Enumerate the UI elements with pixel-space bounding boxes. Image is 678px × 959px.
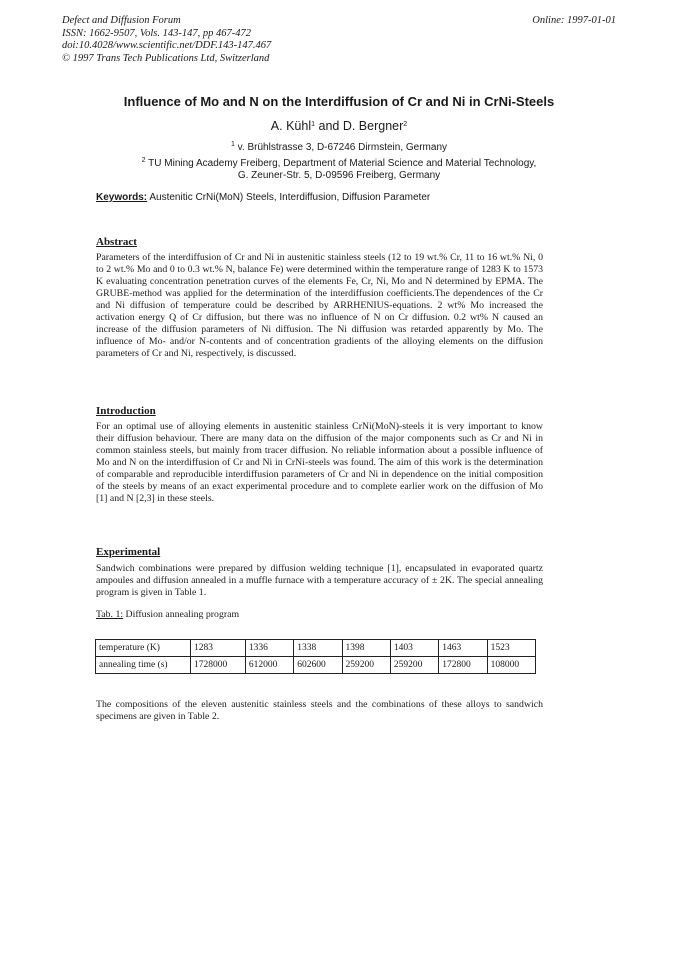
author-1-sup: 1: [311, 121, 316, 128]
table-cell: 259200: [390, 657, 438, 674]
table-cell: 1398: [342, 640, 390, 657]
introduction-heading: Introduction: [96, 405, 156, 417]
author-line: [60, 119, 618, 133]
paper-title: Influence of Mo and N on the Interdiffusion of Cr and Ni in CrNi-Steels: [123, 94, 555, 109]
annealing-table: [95, 639, 536, 674]
affiliation-2-line-2: G. Zeuner-Str. 5, D-09596 Freiberg, Germany: [237, 170, 441, 182]
affiliation-2-line-1: TU Mining Academy Freiberg, Department of Material Science and Material Technology,: [148, 158, 537, 169]
row-label-annealing-time: annealing time (s): [96, 657, 191, 674]
table-cell: 602600: [294, 657, 342, 674]
issn-line: ISSN: 1662-9507, Vols. 143-147, pp 467-472: [62, 27, 251, 39]
table-cell: 1338: [294, 640, 342, 657]
table-cell: 1403: [390, 640, 438, 657]
doi-line: doi:10.4028/www.scientific.net/DDF.143-147.467: [62, 40, 272, 52]
affiliation-1-sup: 1: [230, 141, 235, 148]
table-1-caption-text: Diffusion annealing program: [123, 609, 240, 620]
table-cell: 1523: [487, 640, 535, 657]
keywords-label: Keywords:: [96, 192, 148, 203]
author-2-sup: 2: [403, 121, 408, 128]
row-label-temperature: temperature (K): [96, 640, 191, 657]
keywords-text: Austenitic CrNi(MoN) Steels, Interdiffusion, Diffusion Parameter: [149, 192, 431, 203]
table-cell: 1283: [191, 640, 246, 657]
affiliation-1-text: v. Brühlstrasse 3, D-67246 Dirmstein, Germany: [237, 142, 448, 153]
table-1-label: Tab. 1:: [96, 609, 124, 620]
table-row-annealing-time: [96, 657, 536, 674]
table-cell: 1728000: [191, 657, 246, 674]
table-cell: 1336: [245, 640, 293, 657]
experimental-text: Sandwich combinations were prepared by diffusion welding technique [1], encapsulated in evaporated quartz ampoules and diffusion annealed in a muffle furnace with a temperature accuracy of ± 2K. The special annealing program is given in Table 1.: [96, 563, 543, 599]
online-date: Online: 1997-01-01: [532, 15, 616, 26]
author-2: D. Bergner: [342, 119, 404, 133]
affiliation-1: [60, 142, 618, 154]
abstract-heading: Abstract: [96, 236, 137, 248]
copyright-line: © 1997 Trans Tech Publications Ltd, Switzerland: [62, 52, 270, 64]
abstract-text: Parameters of the interdiffusion of Cr and Ni in austenitic stainless steels (12 to 19 wt.% Cr, 11 to 16 wt.% Ni, 0 to 2 wt.% Mo and 0 to 0.3 wt.% N, balance Fe) were determined within the temperature range of 1283 K to 1573 K evaluating concentration penetration curves of the elements Fe, Cr, Ni, Mo and N determined by EPMA. The GRUBE-method was applied for the determination of the interdiffusion coefficients.The dependences of the Cr and Ni diffusion of temperature could be described by ARRHENIUS-equations. 2 wt% Mo increased the activation energy Q of Cr diffusion, but there was no influence of N on Cr diffusion. 0.2 wt% N caused an increase of the diffusion parameters of Ni diffusion. The Ni diffusion was retarded apparently by Mo. The influence of Mo- and/or N-contents and of concentration gradients of the alloying elements on the diffusion parameters of Cr and Ni, respectively, is discussed.: [96, 252, 543, 360]
post-table-text: The compositions of the eleven austenitic stainless steels and the combinations of these alloys to sandwich specimens are given in Table 2.: [96, 699, 543, 723]
author-and: and: [315, 119, 343, 133]
table-cell: 1463: [439, 640, 487, 657]
table-1-caption: [96, 609, 239, 620]
table-row-temperature: [96, 640, 536, 657]
introduction-text: For an optimal use of alloying elements in austenitic stainless CrNi(MoN)-steels it is very important to know their diffusion behaviour. There are many data on the diffusion of the major components such as Cr and Ni in common stainless steels, but mainly from tracer diffusion. No reliable information about a possible influence of Mo and N on the interdiffusion of Cr and Ni in CrNi-steels was found. The aim of this work is the determination of comparable and reproducible interdiffusion parameters of Cr and Ni in dependence on the initial composition of the steels by means of an exact experimental procedure and to complete earlier work on the diffusion of Mo [1] and N [2,3] in these steels.: [96, 421, 543, 505]
table-cell: 172800: [439, 657, 487, 674]
table-cell: 259200: [342, 657, 390, 674]
experimental-heading: Experimental: [96, 546, 161, 558]
keywords: [96, 192, 430, 203]
journal-name: Defect and Diffusion Forum: [62, 15, 181, 26]
journal-meta: [62, 15, 271, 65]
affiliation-2: [60, 158, 618, 183]
affiliation-2-sup: 2: [141, 157, 146, 164]
author-1: A. Kühl: [270, 119, 312, 133]
table-cell: 612000: [245, 657, 293, 674]
table-cell: 108000: [487, 657, 535, 674]
